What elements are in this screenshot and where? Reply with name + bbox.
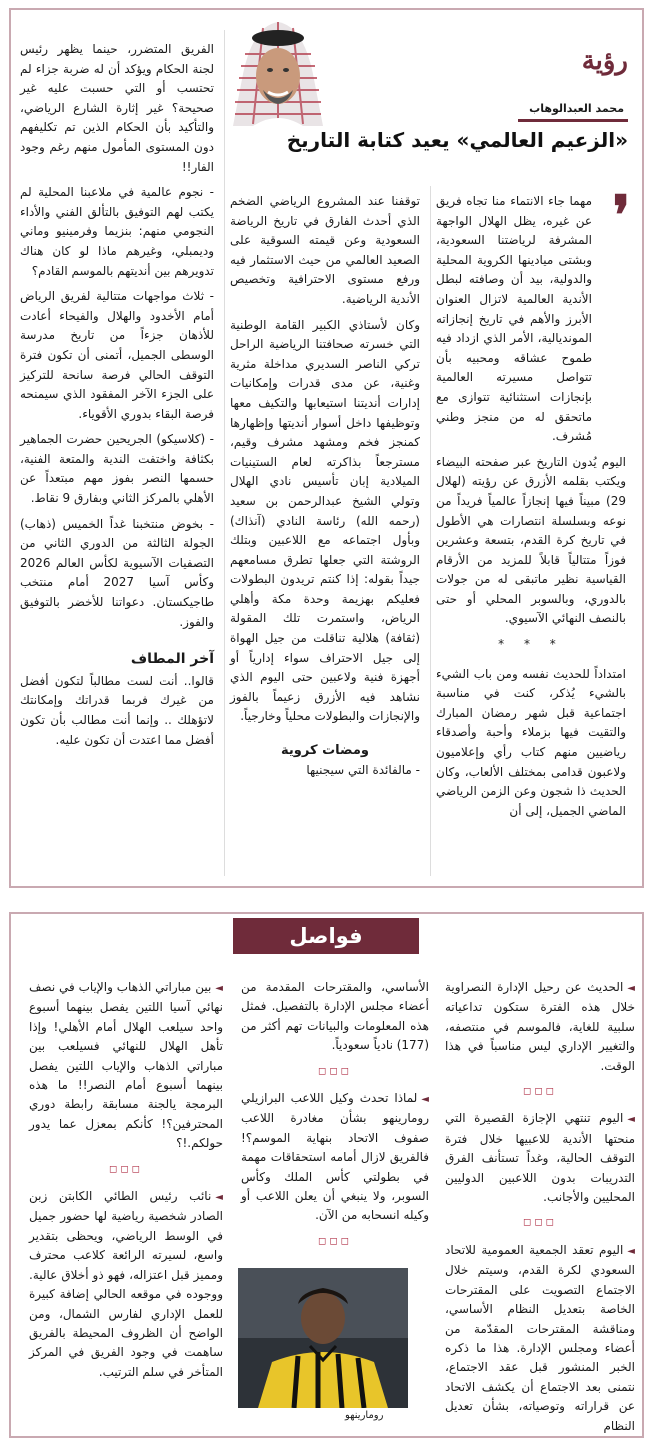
paragraph: وكان لأستاذي الكبير القامة الوطنية التي خسرته صحافتنا الرياضية الراحل تركي الناصر السديري مداخلة مثرية وغنية، عن مدى قدرات وإمكانيات إدارات أنديتنا استيعابها والتكيف معها وتوظيفها داخل أسوار أنديتها وإظهارها كمنجز فخم ومشهد مشرف وقيم، مسترجعاً بذاكرته لعام الستينيات الميلادية إبان تأسيس نادي الهلال وتولي الشيخ عبدالرحمن بن سعيد (رحمه الله) رئاسة النادي (آنذاك) وبأول اجتماعه مع اللاعبين وبتلك الروشتة التي جعلها تطرق مسامعهم جيداً بقوله: إذا كنتم تريدون البطولات فعليكم بهزيمة وحدة مكة وأهلي الرياض، واستمرت تلك المقولة (ثقافة) هلالية تناقلت من جيل الهواة إلى جيل الاحتراف سواء إدارياً أو أجهزة فنية ولاعبين حتى اليوم الذي نشاهد فيه الأزرق زعيماً بالفوز والإنجازات والبطولات محلياً وخارجياً. (230, 317, 420, 724)
column-divider (224, 30, 225, 876)
item-text: لماذا تحدث وكيل اللاعب البرازيلي رومارينهو بشأن مغادرة اللاعب صفوف الاتحاد بنهاية الموسم؟! فالفريق لازال أمامه استحقاقات مهمة في بطولتي كأس الملك وكأس السوبر، ولا ينبغي أن يعلن اللاعب أو وكيله انسحابه من الآن. (241, 1091, 429, 1223)
news-item (241, 978, 429, 1056)
paragraph: امتداداً للحديث نفسه ومن باب الشيء بالشيء يُذكر، كنت في مناسبة اجتماعية قبل شهر رمضان المبارك والتقيت فيها بزملاء وأحبة وأصدقاء رياضيين منهم كتاب رأي وإعلاميون ولاعبون قدامى بمختلف الألعاب، وكان الحديث ذا شجون وعن الزمن الرياضي الماضي الجميل، إلى أن (436, 666, 626, 818)
bullet-arrow-icon: ◄ (627, 983, 635, 994)
fawasil-column-1 (445, 978, 635, 1442)
item-text: بين مباراتي الذهاب والإياب في نصف نهائي آسيا اللتين يفصل بينهما أسبوع واحد سيلعب الهلال أمام الأهلي! وإذا تأهل الهلال للنهائي فسيلعب بين مباراتي الذهاب والإياب اللتين يفصل بينهما أسبوع أمام النصر!! ما هذه البرمجة يالجنة مسابقة رابطة دوري المحترفين؟! كأنكم بمعزل عما يدور حولكم.!؟ (29, 980, 223, 1151)
player-photo (238, 1268, 408, 1408)
paragraph: قالوا.. أنت لست مطالباً لتكون أفضل من غيرك فربما قدراتك وإمكانتك لاتؤهلك .. وإنما أنت مطالب بأن تكون أفضل مما اعتدت أن تكون عليه. (20, 673, 214, 747)
bullet-arrow-icon: ◄ (421, 1094, 429, 1106)
bullet-arrow-icon: ◄ (215, 1192, 223, 1204)
paragraph: - ثلاث مواجهات متتالية لفريق الرياض أمام الأخدود والهلال والفيحاء أعادت للأذهان جزءاً من تاريخ مدرسة الوسطى الجميل، أتمنى أن تكون فترة التوقف الحالي فرصة سانحة للتركيز على الجزء الآخر المفقود الذي سيمنحه فرصة البقاء بدوري الأقوياء. (20, 289, 214, 421)
news-item (241, 1089, 429, 1226)
paragraph: - نجوم عالمية في ملاعبنا المحلية لم يكتب لهم التوفيق بالتألق الفني والأداء النجومي منهم: بنزيما وفرمينيو وماني وديمبلي، وغيرهم ماذا لو كان هناك تدويرهم بين أنديتهم بالموسم القادم؟ (20, 185, 214, 278)
author-name: محمد العبدالوهاب (529, 102, 624, 115)
item-separator: ◻◻◻ (318, 1065, 352, 1077)
paragraph: مهما جاء الانتماء منا تجاه فريق عن غيره، يظل الهلال الواجهة المشرفة لرياضتنا السعودية، وبشتى ميادينها الكروية المحلية والدولية، بيد أن وصافته لبطل الأندية العالمية لاتزال العنوان الأبرز والأهم في تاريخ إنجازاته المونديالية، الأمر الذي ازداد فيه طموح عشاقه ومحبيه بأن تتواصل مسيرته العالمية بإنجازات استثنائية تتوازى مع ماتحقق له من منجز وطني مُشرف. (436, 194, 592, 444)
column-divider (430, 186, 431, 876)
subheading: آخر المطاف (130, 651, 214, 668)
paragraph: - (كلاسيكو) الجريحين حضرت الجماهير بكثافة واختفت الندية والمتعة الفنية، حسمها النصر بفوز مهم مبتعداً عن الأهلي بالمركز الثاني وبفارق 9 نقاط. (20, 432, 214, 506)
item-separator: ◻◻◻ (109, 1163, 143, 1175)
news-item (29, 978, 223, 1154)
news-item (445, 1241, 635, 1436)
item-text: الحديث عن رحيل الإدارة النصراوية خلال هذه الفترة ستكون تداعياته سلبية للغاية، فالموسم في منتصفه، والتغيير الإداري ليس مناسباً في هذا الوقت. (445, 980, 635, 1073)
fawasil-column-3 (29, 978, 223, 1388)
item-separator: ◻◻◻ (523, 1086, 557, 1098)
paragraph: توقفنا عند المشروع الرياضي الضخم الذي أحدث الفارق في تاريخ الرياضة السعودية وعن قيمته السوقية على الصعيد العالمي من حيث الاستثمار فيه ورفع مستوى الاحترافية وتخصيص الأندية الرياضية. (230, 194, 420, 306)
paragraph: - بخوض منتخبنا غداً الخميس (ذهاب) الجولة الثالثة من الدوري الثاني من التصفيات الآسيوية لكأس العالم 2026 وكأس آسيا 2027 أمام منتخب طاجيكستان. دعواتنا للأخضر بالتوفيق والفوز. (20, 516, 214, 629)
item-separator: ◻◻◻ (318, 1235, 352, 1247)
headline: «الزعيم العالمي» يعيد كتابة التاريخ (286, 128, 628, 152)
paragraph: اليوم يُدون التاريخ عبر صفحته البيضاء ويكتب بقلمه الأزرق عن رؤيته (لهلال 29) مبيناً فيها إنجازاً عالمياً فريداً من نوعه وبسلسلة انتصارات هي الأطول في تاريخ كرة القدم، بتسعة وعشرين فوزاً متتالياً قابلاً للمزيد من الأرقام القياسية نظير ماتبقى له من جولات بالدوري، وبالسوبر المحلي أو حتى بالنصف النهائي الآسيوي. (436, 454, 626, 626)
author-portrait (223, 14, 333, 126)
item-text: الأساسي، والمقترحات المقدمة من أعضاء مجلس الإدارة بالتفصيل. فمثل هذه المعلومات والبيانات تهم أكثر من (177) نادياً سعودياً. (241, 980, 429, 1053)
article-column-2 (230, 192, 420, 786)
bullet-arrow-icon: ◄ (627, 1245, 635, 1257)
paragraph: الفريق المتضرر، حينما يظهر رئيس لجنة الحكام ويؤكد أن له ضربة جزاء لم تحتسب أو التي حسبت عليه غير صحيحة؟ غير إثارة الشارع الرياضي، والتأكيد بأن الحكام الذين تم تكليفهم دون المستوى المأمول منهم رغم وجود الفار!! (20, 42, 214, 174)
paragraph: - مالفائدة التي سيجنيها (306, 762, 420, 777)
bullet-arrow-icon: ◄ (627, 1114, 635, 1126)
section-title: فواصل (233, 918, 419, 954)
news-item (445, 978, 635, 1076)
photo-caption: رومارينهو (345, 1410, 384, 1421)
section-separator: * * * (498, 637, 564, 652)
article-column-3 (20, 40, 214, 756)
fawasil-column-2 (241, 978, 429, 1259)
news-item (29, 1187, 223, 1382)
opinion-article (9, 8, 644, 888)
section-tag: رؤية (581, 46, 628, 76)
item-text: نائب رئيس الطائي الكابتن زبن الصادر شخصية رياضية لها حضور جميل في الوسط الرياضي، ويحظى بتقدير واسع، لسيرته الرائعة كلاعب محترف ومميز قبل اعتزاله، فهو ذو أخلاق عالية. ووجوده في موقعه الحالي إضافة كبيرة للعمل الإداري لفارس الشمال، ومن الواضح أن الظروف المحيطة بالفريق ساهمت في وجود الفريق في المركز المتأخر في سلم الترتيب. (29, 1189, 223, 1379)
item-text: اليوم تنتهي الإجازة القصيرة التي منحتها الأندية للاعبيها خلال فترة التوقف الحالية، وغداً تستأنف الفرق التدريبات بدون اللاعبين الدوليين المحليين والأجانب. (445, 1111, 635, 1205)
article-column-1 (436, 192, 626, 827)
quote-mark-icon: ❜ (612, 183, 630, 247)
item-separator: ◻◻◻ (523, 1217, 557, 1229)
news-item (445, 1109, 635, 1207)
subheading: ومضات كروية (281, 743, 369, 759)
author-underline (518, 119, 628, 122)
bullet-arrow-icon: ◄ (215, 983, 223, 994)
item-text: اليوم تعقد الجمعية العمومية للاتحاد السعودي لكرة القدم، وسيتم خلال الاجتماع التصويت على المقترحات الخاصة بتعديل النظام الأساسي، ومناقشة المقترحات المقدّمة من أعضاء ومجلس الإدارة. هذا ما ذكره الخبر المنشور قبل عقد الاجتماع، نتمنى بعد الاجتماع أن يكشف الاتحاد عن قراراته وتوصياته، بشأن تعديل النظام (445, 1242, 635, 1433)
